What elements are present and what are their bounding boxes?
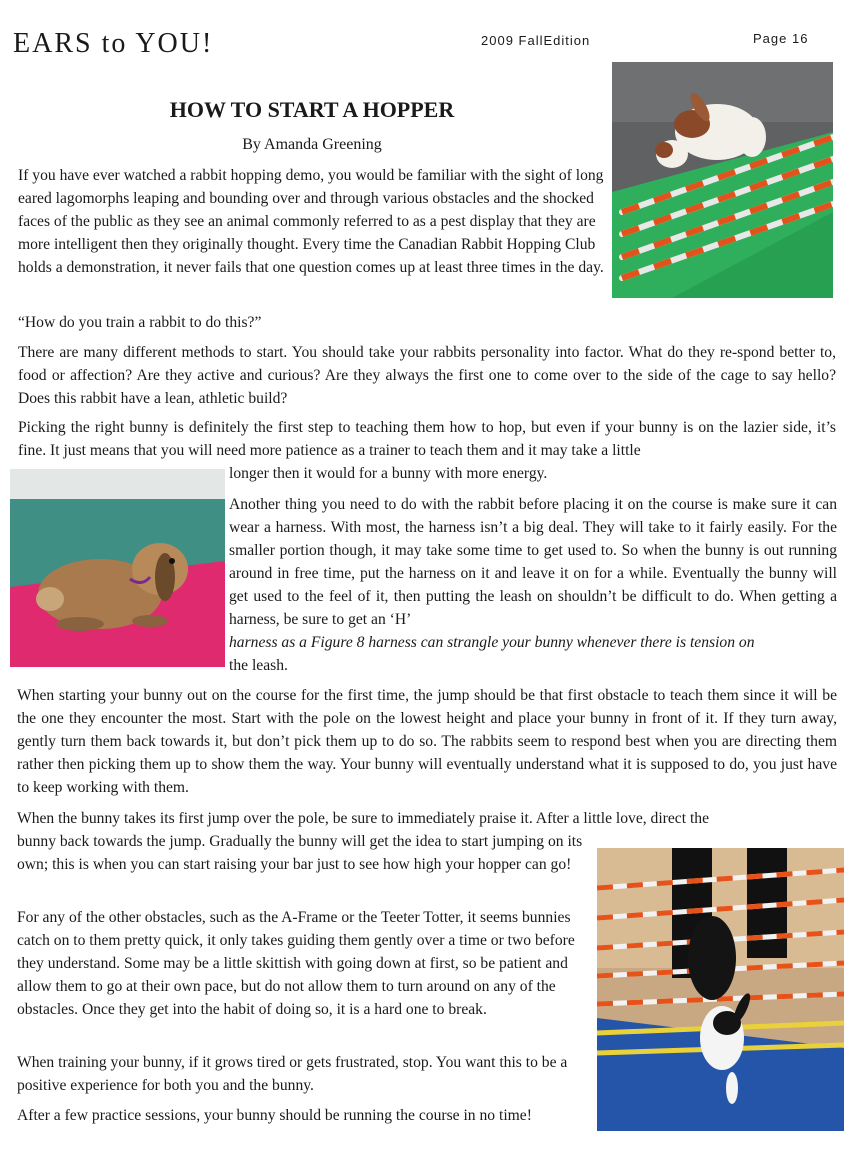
paragraph-tired: When training your bunny, if it grows tired or gets frustrated, stop. You want this to be a positive experience for both you and the bunny. xyxy=(17,1054,568,1094)
black-white-rabbit-jump-photo xyxy=(597,848,844,1131)
paragraph-first-jump-cont: bunny back towards the jump. Gradually the bunny will get the idea to start jumping on its own; this is when you can start raising your bar just to see how high your hopper can go! xyxy=(17,833,583,873)
lop-rabbit-harness-photo xyxy=(10,469,225,667)
paragraph-intro: If you have ever watched a rabbit hopping demo, you would be familiar with the sight of long eared lagomorphs leaping and bounding over and through various obstacles and the shocked faces of the public as they see an animal commonly referred to as a pest display that they are more intelligent then they originally thought. Every time the Canadian Rabbit Hopping Club holds a demonstration, it never fails that one question comes up at least three times in the day. xyxy=(18,167,604,276)
paragraph-other-obstacles: For any of the other obstacles, such as the A-Frame or the Teeter Totter, it seems bunnies catch on to them pretty quick, it only takes guiding them gently over a time or two before they understand. Some may be a little skittish with going down at first, so be patient and allow them to go at their own pace, but do not allow them to turn around on any of the obstacles. Once they get into the habit of doing so, it is a hard one to break. xyxy=(17,909,575,1018)
paragraph-picking-end: longer then it would for a bunny with more energy. xyxy=(229,465,548,482)
paragraph-harness: Another thing you need to do with the rabbit before placing it on the course is make sure it can wear a harness. With most, the harness isn’t a big deal. They will take to it fairly easily. For the smaller portion though, it may take some time to get used to. So when the bunny is out running around in free time, put the harness on it and leave it on for a while. Eventually the bunny will get used to the feel of it, then putting the leash on shouldn’t be difficult to do. When getting a harness, be sure to get an ‘H’ xyxy=(229,496,837,628)
masthead: EARS to YOU! xyxy=(13,28,214,59)
rabbit-jumping-photo xyxy=(612,62,833,298)
paragraph-first-course: When starting your bunny out on the course for the first time, the jump should be that first obstacle to teach them since it will be the one they encounter the most. Start with the pole on the lowest height and place your bunny in front of it. If they turn away, gently turn them back towards it, but don’t pick them up to do so. The rabbits seem to respond best when you are directing them rather then picking them up to show them the way. Your bunny will eventually understand what it is supposed to do, you just have to keep working with them. xyxy=(17,687,837,796)
paragraph-quote: “How do you train a rabbit to do this?” xyxy=(18,314,262,331)
article-title: HOW TO START A HOPPER xyxy=(169,97,455,122)
page-number: Page 16 xyxy=(753,31,809,46)
paragraph-harness-end: the leash. xyxy=(229,657,288,674)
paragraph-first-jump: When the bunny takes its first jump over the pole, be sure to immediately praise it. After a little love, direct the xyxy=(17,810,709,827)
edition-label: 2009 FallEdition xyxy=(481,33,591,48)
paragraph-methods: There are many different methods to start. You should take your rabbits personality into factor. What do they re-spond better to, food or affection? Are they active and curious? Are they always the first one to come over to the side of the cage to say hello? Does this rabbit have a lean, athletic build? xyxy=(18,344,836,407)
paragraph-picking: Picking the right bunny is definitely the first step to teaching them how to hop, but even if your bunny is on the lazier side, it’s fine. It just means that you will need more patience as a trainer to teach them and it may take a little xyxy=(18,419,836,459)
paragraph-harness-italic: harness as a Figure 8 harness can strangle your bunny whenever there is tension on xyxy=(229,634,755,651)
article-byline: By Amanda Greening xyxy=(242,136,382,153)
paragraph-practice: After a few practice sessions, your bunny should be running the course in no time! xyxy=(17,1107,532,1124)
